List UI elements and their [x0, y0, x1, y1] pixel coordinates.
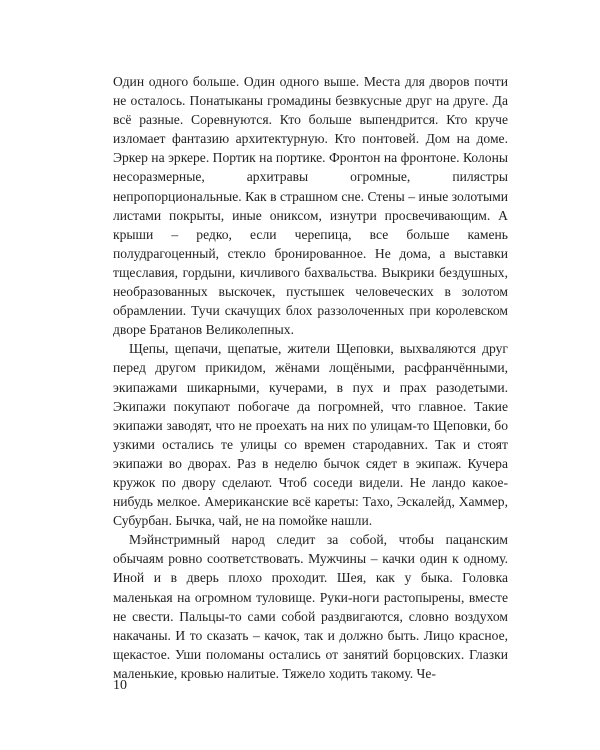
paragraph-1: Один одного больше. Один одного выше. Места для дворов почти не осталось. Понатыканы громадины безвкусные друг на друге. Да всё разные. Соревнуются. Кто больше выпендрится. Кто круче изломает фантазию архитектурную. Кто понтовей. Дом на доме. Эркер на эркере. Портик на портике. Фронтон на фронтоне. Колоны несоразмерные, архитравы огромные, пилястры непропорциональные. Как в страшном сне. Стены – иные золотыми листами покрыты, иные ониксом, изнутри просвечивающим. А крыши – редко, если черепица, все больше камень полудрагоценный, стекло бронированное. Не дома, а выставки тщеславия, гордыни, кичливого бахвальства. Выкрики бездушных, необразованных выскочек, пустышек человеческих в золотом обрамлении. Тучи скачущих блох раззолоченных при королевском дворе Братанов Великолепных. [113, 74, 508, 338]
paragraph-2: Щепы, щепачи, щепатые, жители Щеповки, выхваляются друг перед другом прикидом, жёнами лощёными, расфранчёнными, экипажами шикарными, кучерами, в пух и прах разодетыми. Экипажи покупают побогаче да погромней, что главное. Такие экипажи заводят, что не проехать на них по улицам-то Щеповки, бо узкими остались те улицы со времен стародавних. Так и стоят экипажи во дворах. Раз в неделю бычок сядет в экипаж. Кучера кружок по двору сделают. Чтоб соседи видели. Не ландо какое-нибудь мелкое. Американские всё кареты: Тахо, Эскалейд, Хаммер, Субурбан. Бычка, чай, не на помойке нашли. [113, 341, 508, 529]
page-number: 10 [113, 678, 127, 693]
paragraph-3: Мэйнстримный народ следит за собой, чтобы пацанским обычаям ровно соответствовать. Мужчины – качки один к одному. Иной и в дверь плохо проходит. Шея, как у быка. Головка маленькая на огромном туловище. Руки-ноги растопырены, вместе не свести. Пальцы-то сами собой раздвигаются, словно воздухом накачаны. И то сказать – качок, так и должно быть. Лицо красное, щекастое. Уши поломаны остались от занятий борцовских. Глазки маленькие, кровью налитые. Тяжело ходить такому. Че- [113, 532, 508, 681]
body-text [113, 72, 508, 683]
